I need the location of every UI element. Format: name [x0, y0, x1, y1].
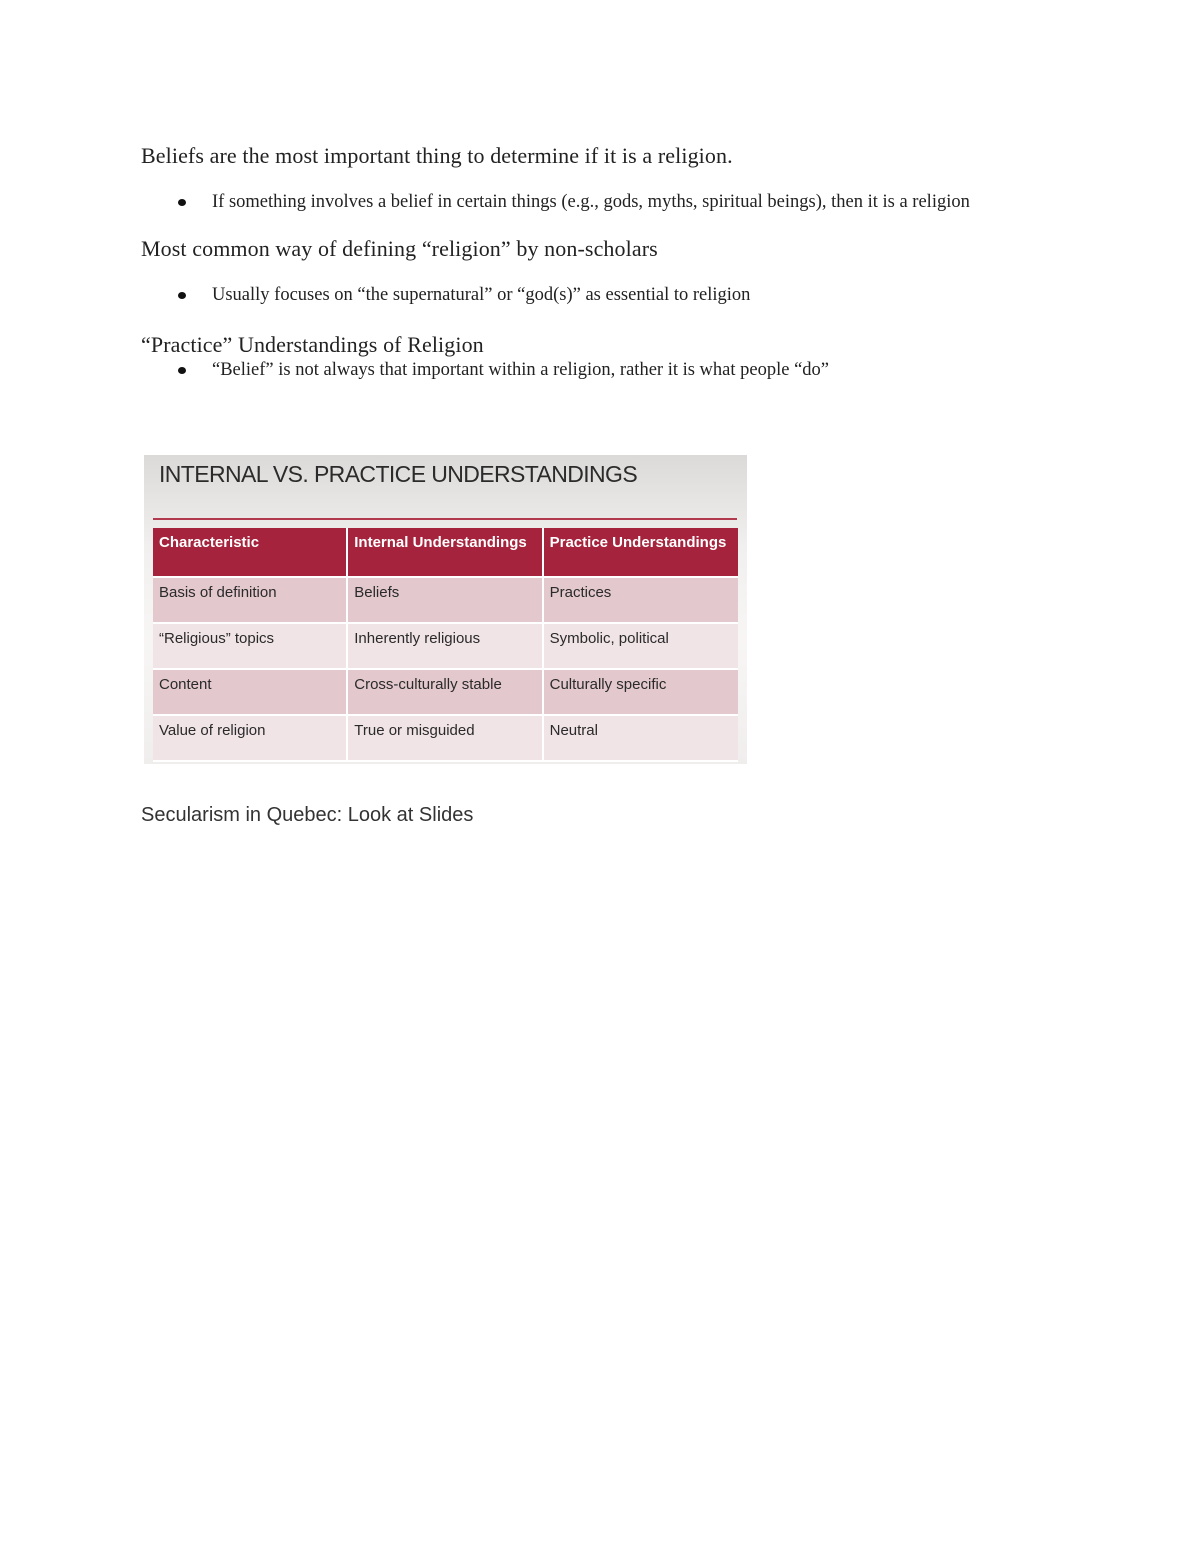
table-cell: Beliefs — [348, 578, 543, 624]
table-cell: “Religious” topics — [153, 624, 348, 670]
comparison-table — [153, 528, 738, 762]
table-row — [153, 578, 738, 624]
secularism-note: Secularism in Quebec: Look at Slides — [141, 804, 474, 826]
slide-divider — [153, 518, 737, 520]
table-header-cell: Internal Understandings — [348, 528, 543, 578]
table-header-cell: Characteristic — [153, 528, 348, 578]
table-cell: Neutral — [544, 716, 738, 762]
bullet-text: Usually focuses on “the supernatural” or “god(s)” as essential to religion — [212, 285, 751, 305]
table-cell: Value of religion — [153, 716, 348, 762]
table-cell: Inherently religious — [348, 624, 543, 670]
table-cell: Content — [153, 670, 348, 716]
section-heading-practice: “Practice” Understandings of Religion — [141, 332, 484, 357]
table-row — [153, 670, 738, 716]
table-row — [153, 716, 738, 762]
table-cell: Cross-culturally stable — [348, 670, 543, 716]
section-heading-common-definition: Most common way of defining “religion” by non-scholars — [141, 236, 658, 261]
bullet-dot-icon — [178, 367, 186, 374]
table-cell: Practices — [544, 578, 738, 624]
bullet-text: If something involves a belief in certain things (e.g., gods, myths, spiritual beings), then it is a religion — [212, 192, 970, 212]
table-cell: Symbolic, political — [544, 624, 738, 670]
bullet-text: “Belief” is not always that important within a religion, rather it is what people “do” — [212, 360, 830, 380]
table-cell: Basis of definition — [153, 578, 348, 624]
bullet-dot-icon — [178, 199, 186, 206]
table-header-row — [153, 528, 738, 578]
table-cell: True or misguided — [348, 716, 543, 762]
bullet-dot-icon — [178, 292, 186, 299]
table-header-cell: Practice Understandings — [544, 528, 738, 578]
table-cell: Culturally specific — [544, 670, 738, 716]
table-row — [153, 624, 738, 670]
section-heading-beliefs: Beliefs are the most important thing to determine if it is a religion. — [141, 143, 733, 168]
slide-title: INTERNAL VS. PRACTICE UNDERSTANDINGS — [159, 461, 638, 487]
slide-image — [144, 455, 747, 764]
